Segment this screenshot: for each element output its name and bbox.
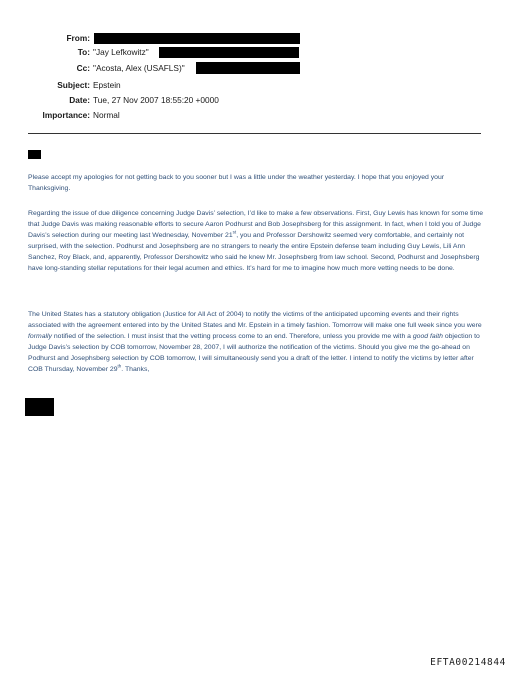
header-row-cc: [0, 62, 512, 74]
paragraph-3-text-c: objection to Judge Davis’s selection by COB tomorrow, November 28, 2007, I will authorize the notification of the victims. Should you give me the go-ahead on Podhurst and Josephsberg selection by COB tomorrow, I will simultaneously send you a draft of the letter. I intend to notify the victims by letter after COB Thursday, November 29: [28, 333, 480, 373]
date-label: Date:: [69, 95, 90, 105]
paragraph-2-text-b: , you and Professor Dershowitz seemed very comfortable, and certainly not surprised, with the selection. Podhurst and Josephsberg are no strangers to nearly the entire Epstein defense team including Guy Lewis, Lili Ann Sanchez, Roy Black, and, apparently, Professor Dershowitz who said he knew Mr. Josephsberg from law school. Second, Podhurst and Josephsberg have long-standing stellar reputations for their legal acumen and ethics. It’s hard for me to imagine how much more vetting needs to be done.: [28, 232, 480, 272]
body-paragraph-2: [28, 208, 486, 274]
paragraph-3-emphasis-good-faith: good faith: [412, 333, 443, 340]
cc-label: Cc:: [76, 63, 90, 73]
to-value: "Jay Lefkowitz": [93, 47, 149, 57]
header-row-subject: [0, 79, 512, 91]
body-paragraph-1: [28, 172, 486, 194]
cc-redaction: [196, 62, 300, 74]
paragraph-3-text-b: notified of the selection. I must insist that the vetting process come to an end. Therefore, unless you provide me with a: [51, 333, 413, 340]
date-value: Tue, 27 Nov 2007 18:55:20 +0000: [93, 95, 219, 105]
from-label: From:: [66, 33, 90, 43]
paragraph-2-superscript: st: [232, 229, 237, 235]
salutation-redaction: [28, 150, 41, 159]
signature-redaction: [25, 398, 54, 416]
document-id: EFTA00214844: [430, 657, 506, 668]
header-row-from: [0, 32, 512, 44]
paragraph-2-text-a: Regarding the issue of due diligence concerning Judge Davis’ selection, I’d like to make a few observations. First, Guy Lewis has known for some time that Judge Davis was making reasonable efforts to secure Aaron Podhurst and Bob Josephsberg for this assignment. In fact, when I told you of Judge Davis’s selection during our meeting last Wednesday, November 21: [28, 210, 484, 239]
header-row-importance: [0, 109, 512, 121]
to-redaction: [159, 47, 299, 58]
cc-value: "Acosta, Alex (USAFLS)": [93, 63, 185, 73]
subject-value: Epstein: [93, 80, 121, 90]
paragraph-3-text-d: . Thanks,: [121, 366, 150, 373]
importance-label: Importance:: [42, 110, 90, 120]
header-row-date: [0, 94, 512, 106]
header-divider: [28, 133, 481, 134]
header-row-to: [0, 46, 512, 58]
paragraph-3-text-a: The United States has a statutory obligation (Justice for All Act of 2004) to notify the victims of the anticipated upcoming events and their rights associated with the agreement entered into by the United States and Mr. Epstein in a timely fashion. Tomorrow will make one full week since you were: [28, 311, 482, 329]
paragraph-3-emphasis-formally: formally: [28, 333, 52, 340]
to-label: To:: [77, 47, 90, 57]
paragraph-3-superscript: th: [117, 363, 122, 369]
paragraph-1-text: Please accept my apologies for not getting back to you sooner but I was a little under the weather yesterday. I hope that you enjoyed your Thanksgiving.: [28, 174, 445, 192]
importance-value: Normal: [93, 110, 120, 120]
from-redaction: [94, 33, 300, 44]
body-paragraph-3: [28, 309, 486, 375]
subject-label: Subject:: [57, 80, 90, 90]
